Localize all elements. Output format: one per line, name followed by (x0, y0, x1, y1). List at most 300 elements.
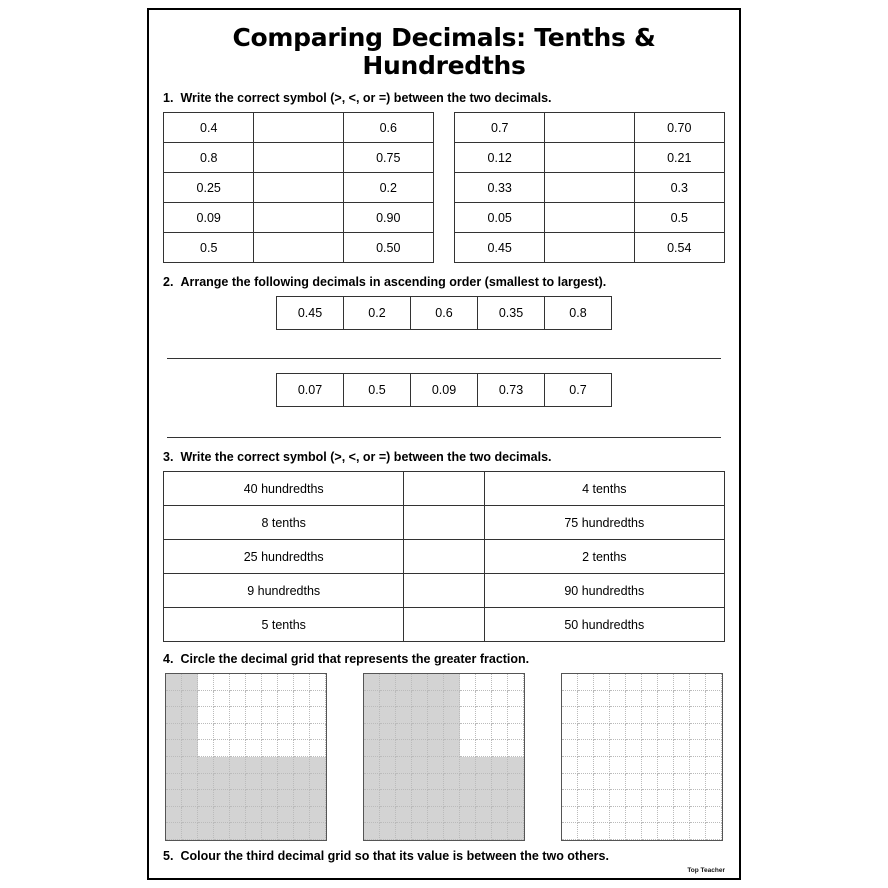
grid-cell[interactable] (166, 774, 182, 791)
grid-cell[interactable] (262, 823, 278, 840)
grid-cell[interactable] (690, 674, 706, 691)
grid-cell[interactable] (214, 823, 230, 840)
grid-cell[interactable] (674, 740, 690, 757)
grid-cell[interactable] (626, 740, 642, 757)
grid-cell[interactable] (364, 707, 380, 724)
grid-cell[interactable] (690, 724, 706, 741)
grid-cell[interactable] (380, 707, 396, 724)
grid-cell[interactable] (610, 807, 626, 824)
grid-cell[interactable] (198, 807, 214, 824)
grid-cell[interactable] (562, 691, 578, 708)
grid-cell[interactable] (578, 674, 594, 691)
grid-cell[interactable] (182, 707, 198, 724)
answer-line-b[interactable] (167, 437, 721, 438)
grid-cell[interactable] (428, 790, 444, 807)
grid-cell[interactable] (476, 691, 492, 708)
grid-cell[interactable] (230, 790, 246, 807)
grid-cell[interactable] (310, 674, 326, 691)
grid-cell[interactable] (412, 724, 428, 741)
grid-cell[interactable] (230, 740, 246, 757)
grid-cell[interactable] (214, 757, 230, 774)
grid-cell[interactable] (610, 724, 626, 741)
symbol-answer-box[interactable] (254, 173, 343, 203)
grid-cell[interactable] (562, 707, 578, 724)
grid-cell[interactable] (364, 740, 380, 757)
grid-cell[interactable] (428, 691, 444, 708)
grid-cell[interactable] (690, 774, 706, 791)
grid-cell[interactable] (310, 757, 326, 774)
symbol-answer-box[interactable] (404, 506, 484, 540)
symbol-answer-box[interactable] (404, 574, 484, 608)
grid-cell[interactable] (460, 823, 476, 840)
grid-cell[interactable] (444, 774, 460, 791)
grid-cell[interactable] (578, 823, 594, 840)
grid-cell[interactable] (166, 707, 182, 724)
grid-cell[interactable] (246, 757, 262, 774)
grid-cell[interactable] (444, 757, 460, 774)
grid-cell[interactable] (578, 707, 594, 724)
grid-cell[interactable] (310, 823, 326, 840)
grid-cell[interactable] (476, 674, 492, 691)
grid-cell[interactable] (278, 790, 294, 807)
symbol-answer-box[interactable] (545, 203, 634, 233)
grid-cell[interactable] (626, 807, 642, 824)
grid-cell[interactable] (578, 724, 594, 741)
grid-cell[interactable] (428, 774, 444, 791)
symbol-answer-box[interactable] (404, 472, 484, 506)
grid-cell[interactable] (246, 807, 262, 824)
grid-cell[interactable] (674, 807, 690, 824)
grid-cell[interactable] (214, 724, 230, 741)
grid-cell[interactable] (690, 807, 706, 824)
grid-cell[interactable] (562, 807, 578, 824)
grid-cell[interactable] (182, 740, 198, 757)
grid-cell[interactable] (412, 807, 428, 824)
grid-cell[interactable] (444, 707, 460, 724)
grid-cell[interactable] (562, 724, 578, 741)
grid-cell[interactable] (294, 790, 310, 807)
grid-cell[interactable] (578, 807, 594, 824)
grid-cell[interactable] (444, 724, 460, 741)
grid-cell[interactable] (396, 757, 412, 774)
grid-cell[interactable] (508, 724, 524, 741)
grid-cell[interactable] (310, 724, 326, 741)
grid-cell[interactable] (380, 674, 396, 691)
grid-cell[interactable] (310, 691, 326, 708)
grid-cell[interactable] (166, 674, 182, 691)
grid-cell[interactable] (674, 790, 690, 807)
grid-cell[interactable] (198, 691, 214, 708)
grid-cell[interactable] (508, 823, 524, 840)
grid-cell[interactable] (294, 807, 310, 824)
grid-cell[interactable] (642, 823, 658, 840)
grid-cell[interactable] (380, 757, 396, 774)
grid-cell[interactable] (182, 674, 198, 691)
grid-cell[interactable] (594, 790, 610, 807)
grid-cell[interactable] (610, 674, 626, 691)
grid-cell[interactable] (610, 757, 626, 774)
grid-cell[interactable] (396, 807, 412, 824)
grid-cell[interactable] (658, 790, 674, 807)
grid-cell[interactable] (428, 823, 444, 840)
grid-cell[interactable] (594, 823, 610, 840)
grid-cell[interactable] (246, 823, 262, 840)
grid-cell[interactable] (492, 757, 508, 774)
grid-cell[interactable] (198, 790, 214, 807)
grid-cell[interactable] (214, 691, 230, 708)
grid-cell[interactable] (658, 724, 674, 741)
grid-cell[interactable] (690, 823, 706, 840)
grid-cell[interactable] (396, 774, 412, 791)
grid-cell[interactable] (492, 774, 508, 791)
grid-cell[interactable] (294, 724, 310, 741)
grid-cell[interactable] (262, 707, 278, 724)
grid-cell[interactable] (460, 774, 476, 791)
symbol-answer-box[interactable] (404, 608, 484, 642)
symbol-answer-box[interactable] (254, 203, 343, 233)
grid-cell[interactable] (278, 740, 294, 757)
grid-cell[interactable] (610, 790, 626, 807)
grid-cell[interactable] (610, 707, 626, 724)
grid-cell[interactable] (658, 807, 674, 824)
grid-cell[interactable] (294, 691, 310, 708)
grid-cell[interactable] (706, 823, 722, 840)
grid-cell[interactable] (396, 691, 412, 708)
grid-three[interactable] (561, 673, 723, 841)
grid-cell[interactable] (262, 774, 278, 791)
grid-cell[interactable] (690, 790, 706, 807)
grid-cell[interactable] (594, 724, 610, 741)
grid-cell[interactable] (230, 691, 246, 708)
grid-cell[interactable] (690, 707, 706, 724)
grid-cell[interactable] (562, 790, 578, 807)
grid-cell[interactable] (610, 691, 626, 708)
symbol-answer-box[interactable] (254, 113, 343, 143)
grid-cell[interactable] (310, 740, 326, 757)
grid-cell[interactable] (626, 674, 642, 691)
grid-cell[interactable] (706, 674, 722, 691)
grid-cell[interactable] (428, 757, 444, 774)
grid-cell[interactable] (626, 774, 642, 791)
grid-cell[interactable] (642, 691, 658, 708)
grid-cell[interactable] (476, 724, 492, 741)
grid-cell[interactable] (262, 740, 278, 757)
grid-cell[interactable] (182, 774, 198, 791)
grid-cell[interactable] (262, 674, 278, 691)
grid-cell[interactable] (294, 707, 310, 724)
grid-cell[interactable] (262, 757, 278, 774)
grid-cell[interactable] (476, 807, 492, 824)
grid-cell[interactable] (380, 807, 396, 824)
grid-cell[interactable] (594, 774, 610, 791)
grid-cell[interactable] (594, 807, 610, 824)
grid-cell[interactable] (182, 807, 198, 824)
grid-cell[interactable] (460, 757, 476, 774)
grid-cell[interactable] (246, 691, 262, 708)
grid-cell[interactable] (658, 823, 674, 840)
grid-cell[interactable] (690, 740, 706, 757)
grid-cell[interactable] (294, 740, 310, 757)
grid-cell[interactable] (230, 757, 246, 774)
grid-cell[interactable] (198, 757, 214, 774)
grid-cell[interactable] (230, 707, 246, 724)
grid-cell[interactable] (460, 724, 476, 741)
grid-cell[interactable] (214, 774, 230, 791)
grid-cell[interactable] (198, 823, 214, 840)
grid-cell[interactable] (182, 724, 198, 741)
grid-cell[interactable] (492, 691, 508, 708)
grid-cell[interactable] (310, 774, 326, 791)
grid-cell[interactable] (230, 674, 246, 691)
grid-cell[interactable] (380, 774, 396, 791)
grid-cell[interactable] (674, 823, 690, 840)
grid-cell[interactable] (396, 823, 412, 840)
grid-cell[interactable] (578, 790, 594, 807)
grid-cell[interactable] (294, 774, 310, 791)
symbol-answer-box[interactable] (254, 143, 343, 173)
grid-cell[interactable] (626, 707, 642, 724)
grid-cell[interactable] (460, 707, 476, 724)
grid-cell[interactable] (594, 740, 610, 757)
grid-cell[interactable] (198, 707, 214, 724)
grid-cell[interactable] (380, 691, 396, 708)
grid-cell[interactable] (428, 807, 444, 824)
grid-cell[interactable] (412, 740, 428, 757)
grid-cell[interactable] (476, 774, 492, 791)
grid-cell[interactable] (380, 740, 396, 757)
grid-cell[interactable] (706, 691, 722, 708)
grid-cell[interactable] (214, 807, 230, 824)
grid-cell[interactable] (262, 790, 278, 807)
grid-cell[interactable] (166, 691, 182, 708)
grid-cell[interactable] (246, 790, 262, 807)
symbol-answer-box[interactable] (254, 233, 343, 263)
grid-cell[interactable] (166, 790, 182, 807)
grid-cell[interactable] (278, 823, 294, 840)
grid-cell[interactable] (364, 790, 380, 807)
grid-cell[interactable] (610, 774, 626, 791)
grid-cell[interactable] (658, 707, 674, 724)
grid-cell[interactable] (278, 707, 294, 724)
grid-cell[interactable] (642, 790, 658, 807)
symbol-answer-box[interactable] (545, 143, 634, 173)
grid-cell[interactable] (278, 674, 294, 691)
symbol-answer-box[interactable] (545, 233, 634, 263)
grid-cell[interactable] (658, 757, 674, 774)
grid-cell[interactable] (642, 757, 658, 774)
grid-cell[interactable] (444, 674, 460, 691)
grid-cell[interactable] (278, 757, 294, 774)
grid-cell[interactable] (364, 674, 380, 691)
grid-cell[interactable] (562, 740, 578, 757)
grid-cell[interactable] (444, 691, 460, 708)
grid-cell[interactable] (364, 823, 380, 840)
grid-cell[interactable] (492, 724, 508, 741)
grid-cell[interactable] (508, 790, 524, 807)
grid-cell[interactable] (706, 790, 722, 807)
grid-one[interactable] (165, 673, 327, 841)
grid-cell[interactable] (578, 757, 594, 774)
grid-cell[interactable] (214, 674, 230, 691)
grid-cell[interactable] (562, 757, 578, 774)
grid-cell[interactable] (412, 757, 428, 774)
grid-cell[interactable] (492, 790, 508, 807)
grid-cell[interactable] (412, 790, 428, 807)
grid-cell[interactable] (364, 774, 380, 791)
grid-cell[interactable] (262, 724, 278, 741)
grid-cell[interactable] (166, 823, 182, 840)
grid-cell[interactable] (444, 790, 460, 807)
grid-cell[interactable] (182, 823, 198, 840)
grid-cell[interactable] (642, 674, 658, 691)
grid-cell[interactable] (214, 790, 230, 807)
grid-cell[interactable] (674, 724, 690, 741)
grid-cell[interactable] (182, 691, 198, 708)
grid-cell[interactable] (642, 724, 658, 741)
grid-cell[interactable] (166, 757, 182, 774)
grid-cell[interactable] (364, 724, 380, 741)
grid-cell[interactable] (594, 707, 610, 724)
grid-cell[interactable] (562, 674, 578, 691)
grid-cell[interactable] (278, 724, 294, 741)
grid-cell[interactable] (396, 724, 412, 741)
grid-cell[interactable] (428, 707, 444, 724)
grid-cell[interactable] (294, 823, 310, 840)
grid-cell[interactable] (230, 724, 246, 741)
grid-cell[interactable] (428, 674, 444, 691)
grid-cell[interactable] (412, 707, 428, 724)
grid-cell[interactable] (412, 823, 428, 840)
grid-cell[interactable] (642, 807, 658, 824)
grid-cell[interactable] (476, 707, 492, 724)
grid-cell[interactable] (626, 724, 642, 741)
grid-cell[interactable] (642, 707, 658, 724)
grid-cell[interactable] (508, 807, 524, 824)
grid-cell[interactable] (182, 790, 198, 807)
grid-cell[interactable] (706, 724, 722, 741)
grid-cell[interactable] (396, 790, 412, 807)
symbol-answer-box[interactable] (545, 173, 634, 203)
grid-cell[interactable] (626, 757, 642, 774)
grid-cell[interactable] (476, 790, 492, 807)
grid-cell[interactable] (198, 674, 214, 691)
answer-line-a[interactable] (167, 358, 721, 359)
grid-cell[interactable] (492, 674, 508, 691)
grid-cell[interactable] (444, 823, 460, 840)
grid-cell[interactable] (412, 774, 428, 791)
grid-cell[interactable] (642, 740, 658, 757)
grid-cell[interactable] (444, 807, 460, 824)
grid-cell[interactable] (626, 790, 642, 807)
grid-cell[interactable] (706, 774, 722, 791)
grid-cell[interactable] (492, 823, 508, 840)
grid-cell[interactable] (182, 757, 198, 774)
grid-cell[interactable] (594, 674, 610, 691)
grid-cell[interactable] (230, 807, 246, 824)
grid-cell[interactable] (508, 757, 524, 774)
grid-cell[interactable] (230, 774, 246, 791)
grid-cell[interactable] (460, 790, 476, 807)
grid-cell[interactable] (706, 757, 722, 774)
grid-cell[interactable] (476, 757, 492, 774)
symbol-answer-box[interactable] (545, 113, 634, 143)
grid-cell[interactable] (310, 707, 326, 724)
grid-cell[interactable] (198, 724, 214, 741)
grid-cell[interactable] (562, 774, 578, 791)
grid-cell[interactable] (594, 691, 610, 708)
grid-cell[interactable] (380, 724, 396, 741)
grid-cell[interactable] (262, 691, 278, 708)
grid-cell[interactable] (594, 757, 610, 774)
grid-cell[interactable] (460, 740, 476, 757)
grid-cell[interactable] (642, 774, 658, 791)
grid-cell[interactable] (166, 740, 182, 757)
grid-cell[interactable] (262, 807, 278, 824)
grid-cell[interactable] (674, 674, 690, 691)
grid-cell[interactable] (294, 757, 310, 774)
grid-cell[interactable] (492, 807, 508, 824)
grid-cell[interactable] (246, 674, 262, 691)
grid-cell[interactable] (706, 707, 722, 724)
grid-cell[interactable] (246, 707, 262, 724)
grid-cell[interactable] (626, 691, 642, 708)
grid-cell[interactable] (508, 707, 524, 724)
grid-cell[interactable] (460, 674, 476, 691)
grid-cell[interactable] (310, 790, 326, 807)
symbol-answer-box[interactable] (404, 540, 484, 574)
grid-cell[interactable] (198, 740, 214, 757)
grid-cell[interactable] (706, 740, 722, 757)
grid-cell[interactable] (492, 740, 508, 757)
grid-cell[interactable] (674, 757, 690, 774)
grid-cell[interactable] (246, 774, 262, 791)
grid-cell[interactable] (214, 707, 230, 724)
grid-cell[interactable] (578, 691, 594, 708)
grid-cell[interactable] (278, 691, 294, 708)
grid-cell[interactable] (562, 823, 578, 840)
grid-cell[interactable] (508, 691, 524, 708)
grid-cell[interactable] (690, 757, 706, 774)
grid-cell[interactable] (278, 807, 294, 824)
grid-cell[interactable] (578, 774, 594, 791)
grid-cell[interactable] (294, 674, 310, 691)
grid-cell[interactable] (364, 807, 380, 824)
grid-cell[interactable] (674, 774, 690, 791)
grid-cell[interactable] (214, 740, 230, 757)
grid-cell[interactable] (508, 674, 524, 691)
grid-cell[interactable] (380, 790, 396, 807)
grid-cell[interactable] (578, 740, 594, 757)
grid-cell[interactable] (658, 674, 674, 691)
grid-cell[interactable] (508, 774, 524, 791)
grid-cell[interactable] (278, 774, 294, 791)
grid-cell[interactable] (396, 674, 412, 691)
grid-cell[interactable] (460, 691, 476, 708)
grid-cell[interactable] (658, 740, 674, 757)
grid-cell[interactable] (310, 807, 326, 824)
grid-cell[interactable] (380, 823, 396, 840)
grid-cell[interactable] (508, 740, 524, 757)
grid-cell[interactable] (610, 823, 626, 840)
grid-cell[interactable] (246, 740, 262, 757)
grid-cell[interactable] (166, 724, 182, 741)
grid-cell[interactable] (166, 807, 182, 824)
grid-cell[interactable] (428, 724, 444, 741)
grid-cell[interactable] (412, 691, 428, 708)
grid-cell[interactable] (246, 724, 262, 741)
grid-cell[interactable] (396, 707, 412, 724)
grid-cell[interactable] (626, 823, 642, 840)
